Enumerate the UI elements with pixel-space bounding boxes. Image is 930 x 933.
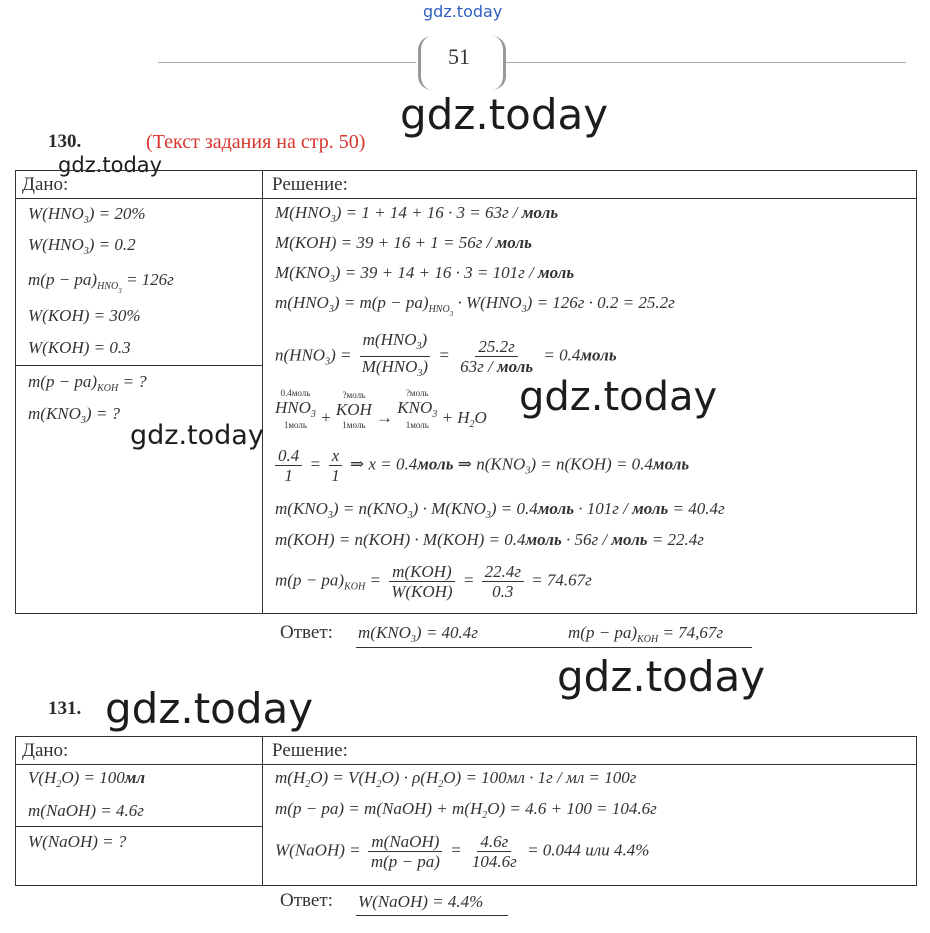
watermark: gdz.today <box>557 652 766 701</box>
solution-line: W(NaOH) = $\frac{\text{m(NaOH)}}{m(p - pa)}$ = $\frac{4.6г}{104.6г}$ = 0.044 или 4.4% <box>275 832 650 871</box>
answer-underline <box>356 915 508 916</box>
solution-line: m(KOH) = n(KOH) · M(KOH) = 0.4моль · 56г / моль = 22.4г <box>275 530 704 549</box>
table-131-header-rule <box>15 764 917 765</box>
watermark: gdz.today <box>130 420 264 451</box>
header-rule-left <box>158 62 416 63</box>
answer-label: Ответ: <box>280 622 333 643</box>
answer-value: W(NaOH) = 4.4% <box>358 892 484 911</box>
solution-line: $m(p - pa)_{KOH}$ = $\frac{\text{m(KOH)}}{\text{W(KOH)}}$ = $\frac{22.4г}{0.3}$ = 74.67г <box>275 562 592 601</box>
solution-line: $M(HNO_3) = 1 + 14 + 16 \cdot 3 = 63г$ / моль <box>275 203 559 225</box>
table-131-column-rule <box>262 736 263 886</box>
given-line: W(KOH) = 0.3 <box>28 338 131 357</box>
solution-line: $m(KNO_3) = n(KNO_3) \cdot M(KNO_3)$ = 0.4моль · 101г / моль = 40.4г <box>275 499 725 521</box>
given-header: Дано: <box>22 740 69 761</box>
given-line: $V(H_2O) = 100мл$ <box>28 768 146 790</box>
given-line: $W(HNO_3) = 0.2$ <box>28 235 136 257</box>
answer-value: $m(KNO_3) = 40.4г$ <box>358 623 478 645</box>
task-reference: (Текст задания на стр. 50) <box>146 131 366 153</box>
watermark: gdz.today <box>519 374 718 420</box>
solution-header: Решение: <box>272 740 348 761</box>
watermark: gdz.today <box>400 90 609 139</box>
table-130-header-rule <box>15 198 917 199</box>
given-line: m(NaOH) = 4.6г <box>28 801 144 820</box>
solution-line: M(KOH) = 39 + 16 + 1 = 56г / моль <box>275 233 532 252</box>
table-130-column-rule <box>262 170 263 614</box>
answer-label: Ответ: <box>280 890 333 911</box>
table-130-given-rule <box>15 365 263 366</box>
page-number: 51 <box>448 44 470 69</box>
solution-line: m(p − pa) = m(NaOH) + $m(H_2O) = 4.6 + 100 = 104.6г$ <box>275 799 657 821</box>
find-line: $m(KNO_3)$ = ? <box>28 404 121 426</box>
solution-line: $m(HNO_3) = m(p - pa)_{HNO_3} \cdot W(HNO_3) = 126г \cdot 0.2 = 25.2г$ <box>275 293 675 318</box>
find-line: $m(p - pa)_{KOH}$ = ? <box>28 372 147 394</box>
table-131-given-rule <box>15 826 263 827</box>
answer-value: $m(p - pa)_{KOH} = 74,67г$ <box>568 623 724 645</box>
solution-line: $M(KNO_3) = 39 + 14 + 16 \cdot 3 = 101г$ / моль <box>275 263 575 285</box>
watermark: gdz.today <box>58 153 163 177</box>
given-header: Дано: <box>22 174 69 195</box>
given-line: $W(HNO_3) = 20\%$ <box>28 204 146 226</box>
solution-line: $n(HNO_3)$ = $\frac{m(HNO_3)}{M(HNO_3)}$ = $\frac{25.2г}{\text{63г / моль}}$ = 0.4моль <box>275 330 617 379</box>
problem-number: 130. <box>48 131 82 152</box>
find-line: W(NaOH) = ? <box>28 832 127 851</box>
reaction-equation: 0.4моль $HNO_3$ 1моль + ?моль KOH 1моль → ?моль $KNO_3$ 1моль + $H_2O$ <box>275 388 487 430</box>
solution-line: $\frac{0.4}{1}$ = $\frac{x}{1}$ ⇒ x = 0.4моль ⇒ $n(KNO_3) = n(KOH)$ = 0.4моль <box>275 446 689 485</box>
answer-underline <box>356 647 752 648</box>
watermark: gdz.today <box>105 684 314 733</box>
top-watermark: gdz.today <box>423 2 503 21</box>
given-line: W(KOH) = 30% <box>28 306 141 325</box>
solution-line: $m(H_2O) = V(H_2O) \cdot \rho(H_2O) = 100мл \cdot 1г$ / мл = 100г <box>275 768 637 790</box>
solution-header: Решение: <box>272 174 348 195</box>
problem-number: 131. <box>48 698 82 719</box>
given-line: $m(p - pa)_{HNO_3} = 126г$ <box>28 270 174 295</box>
header-rule-right <box>504 62 906 63</box>
